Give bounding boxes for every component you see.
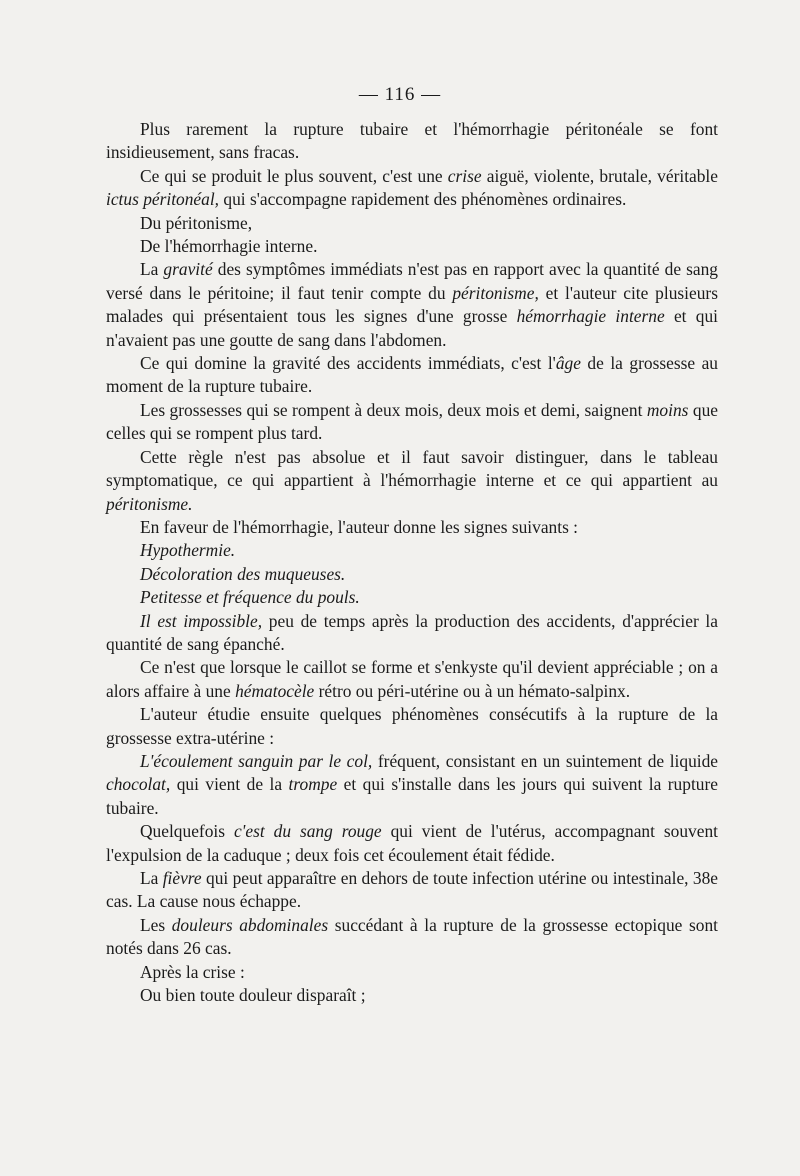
text-segment: Du péritonisme, [140, 212, 253, 233]
italic-text: moins [646, 399, 689, 420]
text-segment: De l'hémorrhagie interne. [140, 236, 318, 257]
paragraph [106, 352, 718, 399]
italic-text: hématocèle [235, 680, 315, 701]
text-segment: Les grossesses qui se rompent à deux mois, deux mois et demi, saignent [140, 399, 647, 420]
text-segment: Ce qui domine la gravité des accidents immédiats, c'est l' [140, 353, 556, 374]
paragraph [106, 867, 718, 914]
text-segment: qui vient de l'utérus, accompagnant souvent l'expulsion de la caduque ; deux fois cet écoulement était fédide. [106, 821, 718, 865]
text-segment: Ce n'est que lorsque le caillot se forme et s'enkyste qu'il devient appréciable ; on a alors affaire à une [106, 657, 718, 701]
italic-text: fièvre [162, 868, 202, 888]
italic-text: trompe [288, 774, 338, 795]
text-segment: des symptômes immédiats n'est pas en rapport avec la quantité de sang versé dans le péritoine; il faut tenir compte du [106, 259, 719, 303]
paragraph [106, 586, 718, 609]
italic-text: chocolat, [106, 774, 171, 795]
italic-text: douleurs abdominales [171, 914, 329, 935]
text-segment: qui vient de la [170, 774, 289, 795]
text-segment: Cette règle n'est pas absolue et il faut savoir distinguer, dans le tableau symptomatique, ce qui appartient à l'hémorrhagie interne et ce qui appartient au [106, 446, 718, 491]
paragraph [106, 399, 718, 446]
paragraph [106, 212, 718, 235]
paragraph [106, 258, 718, 352]
italic-text: ictus péritonéal, [106, 189, 220, 210]
paragraph [106, 516, 718, 539]
paragraph [106, 165, 718, 212]
text-segment: Ou bien toute douleur disparaît ; [140, 985, 366, 1006]
text-segment: que celles qui se rompent plus tard. [106, 399, 718, 444]
text-segment: qui peut apparaître en dehors de toute infection utérine ou intestinale, 38e cas. La cause nous échappe. [106, 868, 718, 912]
text-segment: et l'auteur cite plusieurs malades qui présentaient tous les signes d'une grosse [106, 282, 718, 327]
text-segment: L'auteur étudie ensuite quelques phénomènes consécutifs à la rupture de la grossesse extra-utérine : [106, 704, 718, 748]
paragraph [106, 961, 718, 984]
italic-text: péritonisme, [452, 282, 539, 303]
paragraph [106, 750, 718, 820]
italic-text: L'écoulement sanguin par le col, [140, 750, 373, 771]
text-segment: et qui s'installe dans les jours qui suivent la rupture tubaire. [106, 774, 718, 818]
paragraph [106, 235, 718, 258]
italic-text: gravité [163, 259, 213, 280]
paragraph [106, 118, 718, 165]
paragraph [106, 820, 718, 867]
italic-text: Il est impossible, [140, 610, 263, 631]
text-segment: fréquent, consistant en un suintement de liquide [372, 750, 719, 771]
text-segment: qui s'accompagne rapidement des phénomènes ordinaires. [219, 189, 627, 210]
italic-text: c'est du sang rouge [233, 821, 382, 842]
text-segment: La [140, 868, 163, 888]
paragraph [106, 984, 718, 1007]
text-segment: aiguë, violente, brutale, véritable [481, 165, 718, 186]
italic-text: hémorrhagie interne [516, 306, 665, 327]
paragraph [106, 563, 718, 586]
italic-text: Petitesse et fréquence du pouls. [140, 587, 360, 608]
paragraph [106, 703, 718, 750]
paragraph [106, 914, 718, 961]
page-number: — 116 — [358, 84, 442, 105]
italic-text: âge [555, 353, 581, 374]
text-segment: Les [140, 914, 172, 935]
paragraph [106, 539, 718, 562]
text-segment: succédant à la rupture de la grossesse ectopique sont notés dans 26 cas. [106, 914, 718, 959]
italic-text: Hypothermie. [140, 540, 236, 561]
text-segment: de la grossesse au moment de la rupture tubaire. [106, 353, 718, 397]
body-text [106, 118, 718, 1007]
text-segment: La [140, 259, 164, 280]
italic-text: crise [447, 165, 482, 186]
italic-text: péritonisme. [106, 493, 193, 514]
paragraph [106, 610, 718, 657]
text-segment: Après la crise : [140, 961, 245, 982]
paragraph [106, 446, 718, 516]
text-segment: peu de temps après la production des accidents, d'apprécier la quantité de sang épanché. [106, 610, 718, 654]
text-segment: rétro ou péri-utérine ou à un hémato-salpinx. [314, 680, 631, 701]
italic-text: Décoloration des muqueuses. [140, 563, 346, 584]
paragraph [106, 656, 718, 703]
text-segment: Plus rarement la rupture tubaire et l'hémorrhagie péritonéale se font insidieusement, sans fracas. [106, 119, 718, 163]
text-segment: En faveur de l'hémorrhagie, l'auteur donne les signes suivants : [140, 516, 579, 537]
text-segment: Ce qui se produit le plus souvent, c'est une [140, 165, 448, 186]
text-segment: Quelquefois [140, 821, 234, 842]
text-segment: et qui n'avaient pas une goutte de sang dans l'abdomen. [106, 306, 719, 350]
